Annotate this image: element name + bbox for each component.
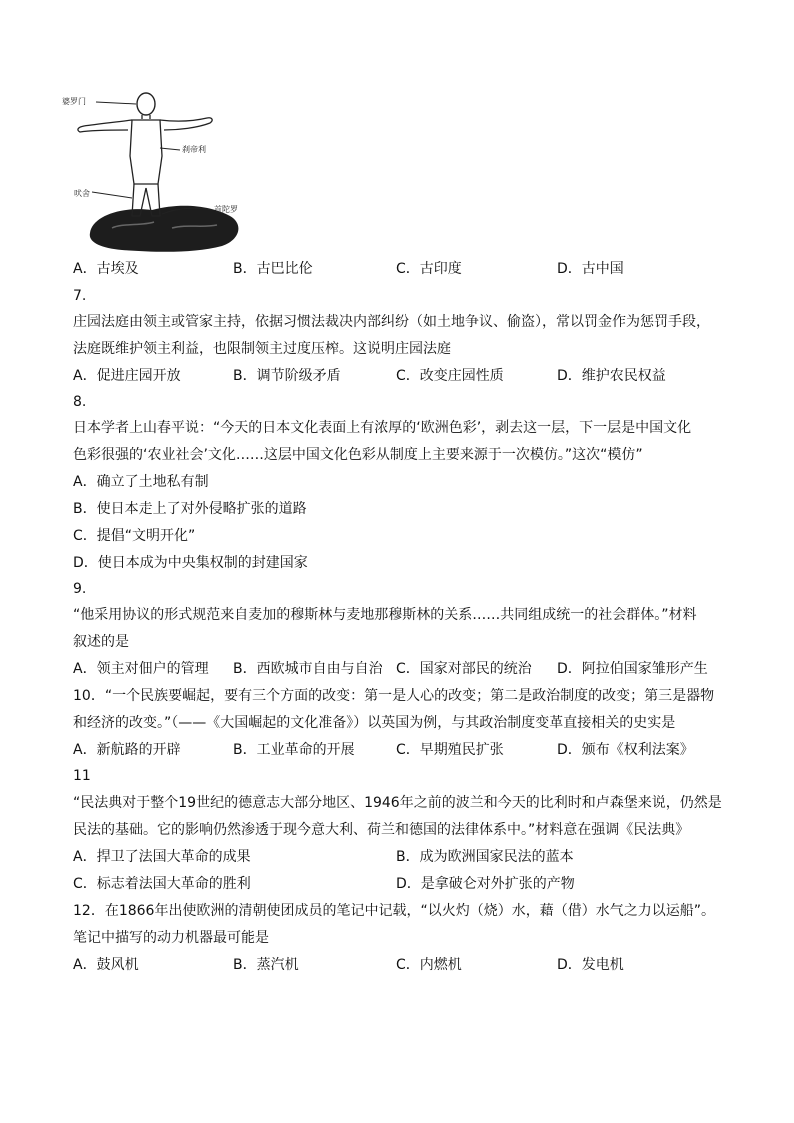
q11-option-a[interactable]: A．捍卫了法国大革命的成果 (73, 849, 251, 865)
q8-option-a[interactable]: A．确立了土地私有制 (73, 474, 209, 490)
q9-stem-line-1: “他采用协议的形式规范来自麦加的穆斯林与麦地那穆斯林的关系……共同组成统一的社会群体。”材料 (73, 607, 697, 623)
q8-option-c[interactable]: C．提倡“文明开化” (73, 528, 196, 544)
q8-number: 8. (73, 394, 87, 410)
q7-option-d[interactable]: D．维护农民权益 (557, 368, 666, 384)
q6-option-c[interactable]: C．古印度 (396, 261, 462, 277)
q9-option-c[interactable]: C．国家对部民的统治 (396, 661, 532, 677)
q12-stem-line-1: 12．在1866年出使欧洲的清朝使团成员的笔记中记载，“以火灼（烧）水，藉（借）水气之力以运船”。 (73, 903, 715, 919)
q10-stem-line-2: 和经济的改变。”（——《大国崛起的文化准备》）以英国为例，与其政治制度变革直接相关的史实是 (73, 715, 676, 731)
q11-option-d[interactable]: D．是拿破仑对外扩张的产物 (396, 876, 575, 892)
q6-option-b[interactable]: B．古巴比伦 (233, 261, 313, 277)
q8-stem-line-1: 日本学者上山春平说：“今天的日本文化表面上有浓厚的‘欧洲色彩’，剥去这一层，下一层是中国文化 (73, 420, 692, 436)
figure-label-shudra: 首陀罗 (214, 205, 238, 214)
q10-stem-line-1: 10．“一个民族要崛起，要有三个方面的改变：第一是人心的改变；第二是政治制度的改变；第三是器物 (73, 688, 715, 704)
q9-option-a[interactable]: A．领主对佃户的管理 (73, 661, 209, 677)
q11-number: 11 (73, 768, 91, 784)
q11-option-b[interactable]: B．成为欧洲国家民法的蓝本 (396, 849, 574, 865)
q12-option-c[interactable]: C．内燃机 (396, 957, 462, 973)
q7-number: 7. (73, 288, 87, 304)
q12-option-b[interactable]: B．蒸汽机 (233, 957, 299, 973)
q6-option-a[interactable]: A．古埃及 (73, 261, 139, 277)
q7-option-c[interactable]: C．改变庄园性质 (396, 368, 504, 384)
figure-label-brahmin: 婆罗门 (62, 97, 86, 106)
figure-label-kshatriya: 刹帝利 (182, 145, 206, 154)
q10-option-d[interactable]: D．颁布《权利法案》 (557, 742, 694, 758)
q10-option-b[interactable]: B．工业革命的开展 (233, 742, 355, 758)
q9-option-d[interactable]: D．阿拉伯国家雏形产生 (557, 661, 708, 677)
figure-label-vaishya: 吠舍 (74, 189, 90, 198)
q10-option-a[interactable]: A．新航路的开辟 (73, 742, 181, 758)
q7-stem-line-1: 庄园法庭由领主或管家主持，依据习惯法裁决内部纠纷（如土地争议、偷盗），常以罚金作为惩罚手段， (73, 314, 710, 330)
q7-option-a[interactable]: A．促进庄园开放 (73, 368, 181, 384)
q7-option-b[interactable]: B．调节阶级矛盾 (233, 368, 341, 384)
q8-stem-line-2: 色彩很强的‘农业社会’文化……这层中国文化色彩从制度上主要来源于一次模仿。”这次“模仿” (73, 447, 643, 463)
q9-stem-line-2: 叙述的是 (73, 634, 129, 650)
q6-option-d[interactable]: D．古中国 (557, 261, 624, 277)
q7-stem-line-2: 法庭既维护领主利益，也限制领主过度压榨。这说明庄园法庭 (73, 341, 451, 357)
q10-option-c[interactable]: C．早期殖民扩张 (396, 742, 504, 758)
q8-option-d[interactable]: D．使日本成为中央集权制的封建国家 (73, 555, 308, 571)
q9-option-b[interactable]: B．西欧城市自由与自治 (233, 661, 383, 677)
q11-stem-line-1: “民法典对于整个19世纪的德意志大部分地区、1946年之前的波兰和今天的比利时和卢森堡来说，仍然是 (73, 795, 722, 811)
q11-stem-line-2: 民法的基础。它的影响仍然渗透于现今意大利、荷兰和德国的法律体系中。”材料意在强调《民法典》 (73, 822, 690, 838)
q12-stem-line-2: 笔记中描写的动力机器最可能是 (73, 930, 269, 946)
q9-number: 9. (73, 581, 87, 597)
q8-option-b[interactable]: B．使日本走上了对外侵略扩张的道路 (73, 501, 307, 517)
caste-body-figure (62, 88, 262, 256)
q12-option-a[interactable]: A．鼓风机 (73, 957, 139, 973)
q11-option-c[interactable]: C．标志着法国大革命的胜利 (73, 876, 251, 892)
q12-option-d[interactable]: D．发电机 (557, 957, 624, 973)
